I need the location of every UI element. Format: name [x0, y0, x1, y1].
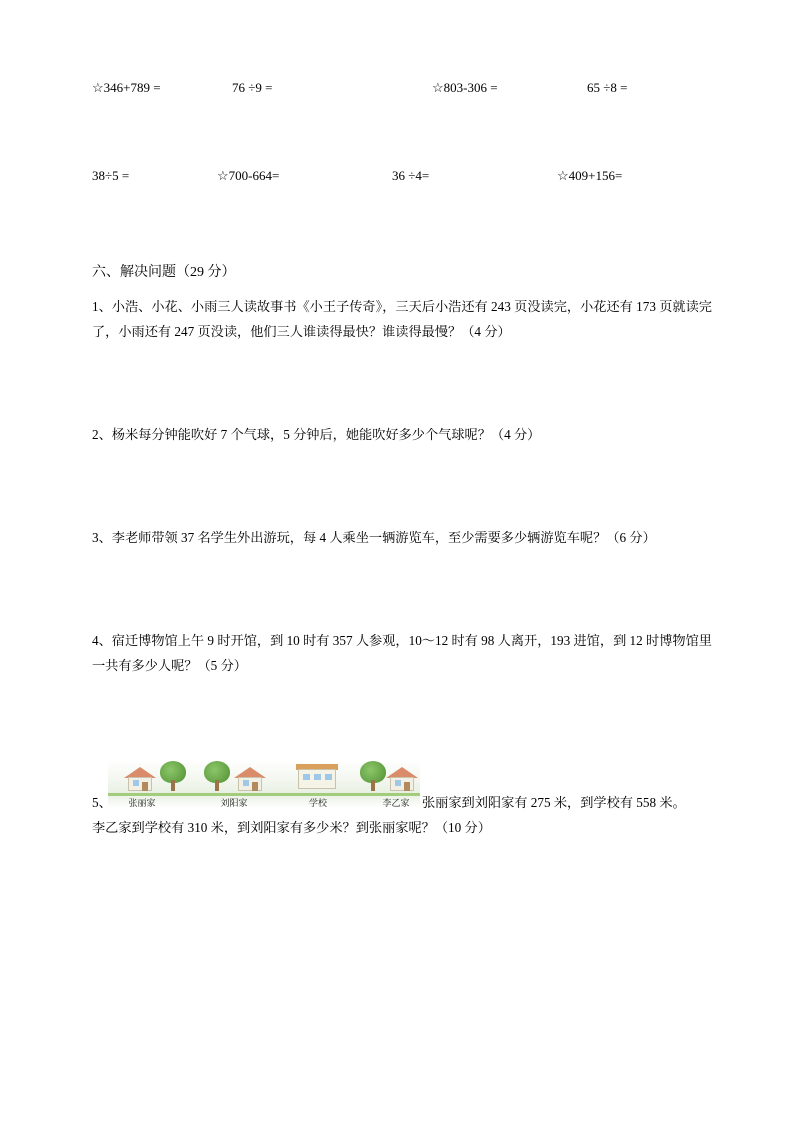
problem5-text-line2: 李乙家到学校有 310 米，到刘阳家有多少米？到张丽家呢？（10 分） — [92, 820, 491, 835]
page-content — [92, 78, 712, 835]
problem-item: 2、杨米每分钟能吹好 7 个气球，5 分钟后，她能吹好多少个气球呢？（4 分） — [92, 427, 541, 442]
problem5-text-line1: 张丽家到刘阳家有 275 米，到学校有 558 米。 — [422, 795, 686, 810]
calc-item: ☆803-306 = — [432, 80, 498, 95]
calc-item: 65 ÷8 = — [587, 80, 628, 95]
calc-item: 76 ÷9 = — [232, 80, 273, 95]
calc-item: ☆700-664= — [217, 168, 280, 183]
tree-icon — [204, 761, 230, 793]
school-icon — [294, 761, 340, 793]
spacer — [92, 100, 712, 166]
problem-item: 1、小浩、小花、小雨三人读故事书《小王子传奇》，三天后小浩还有 243 页没读完，小花还有 173 页就读完了，小雨还有 247 页没读，他们三人谁读得最快？谁读得最慢？（4 分） — [92, 299, 712, 339]
calculation-row-1 — [92, 78, 712, 100]
calc-item: ☆409+156= — [557, 168, 623, 183]
problem-item: 4、宿迁博物馆上午 9 时开馆，到 10 时有 357 人参观，10～12 时有 98 人离开，193 进馆，到 12 时博物馆里一共有多少人呢？（5 分） — [92, 633, 712, 673]
picture-label: 张丽家 — [128, 798, 156, 808]
problem5-number: 5、 — [92, 795, 112, 810]
picture-label: 刘阳家 — [220, 798, 248, 808]
tree-icon — [160, 761, 186, 793]
calculation-row-2 — [92, 166, 712, 188]
calc-item: 38÷5 = — [92, 168, 130, 183]
calc-item: ☆346+789 = — [92, 80, 161, 95]
problem5-block — [92, 760, 712, 835]
section-heading: 六、解决问题（29 分） — [92, 265, 236, 280]
house-icon — [230, 763, 270, 793]
picture-label: 李乙家 — [382, 798, 410, 808]
house-icon — [382, 763, 422, 793]
house-icon — [120, 763, 160, 793]
distance-illustration — [108, 760, 420, 808]
spacer — [92, 188, 712, 262]
picture-label: 学校 — [308, 798, 327, 808]
problem-item: 3、李老师带领 37 名学生外出游玩，每 4 人乘坐一辆游览车，至少需要多少辆游览车呢？（6 分） — [92, 530, 656, 545]
calc-item: 36 ÷4= — [392, 168, 430, 183]
